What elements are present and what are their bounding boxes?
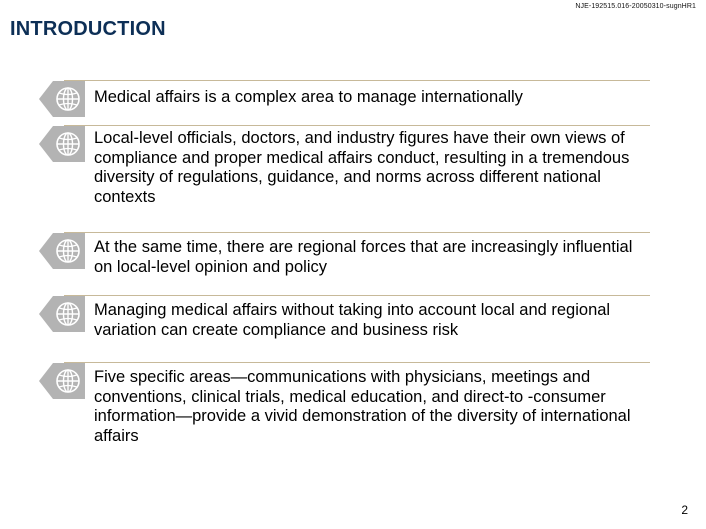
globe-icon — [39, 363, 85, 399]
doc-id: NJE-192515.016-20050310-sugnHR1 — [575, 3, 696, 10]
divider — [64, 232, 650, 233]
bullet-text: Five specific areas—communications with physicians, meetings and conventions, clinical trials, medical education, and direct-to -consumer information—provide a vivid demonstration of the diversity of international affairs — [94, 368, 631, 445]
globe-icon — [39, 296, 85, 332]
globe-icon — [39, 126, 85, 162]
bullet-text: Medical affairs is a complex area to manage internationally — [94, 88, 523, 106]
page-number: 2 — [681, 503, 688, 517]
divider — [64, 362, 650, 363]
page-title: INTRODUCTION — [10, 18, 166, 40]
divider — [64, 125, 650, 126]
bullet-text: Managing medical affairs without taking into account local and regional variation can create compliance and business risk — [94, 301, 611, 339]
divider — [64, 295, 650, 296]
divider — [64, 80, 650, 81]
globe-icon — [39, 233, 85, 269]
bullet-text: At the same time, there are regional forces that are increasingly influential on local-level opinion and policy — [94, 238, 633, 276]
globe-icon — [39, 81, 85, 117]
bullet-text: Local-level officials, doctors, and industry figures have their own views of compliance and proper medical affairs conduct, resulting in a tremendous diversity of regulations, guidance, and norms across different national contexts — [94, 129, 630, 206]
